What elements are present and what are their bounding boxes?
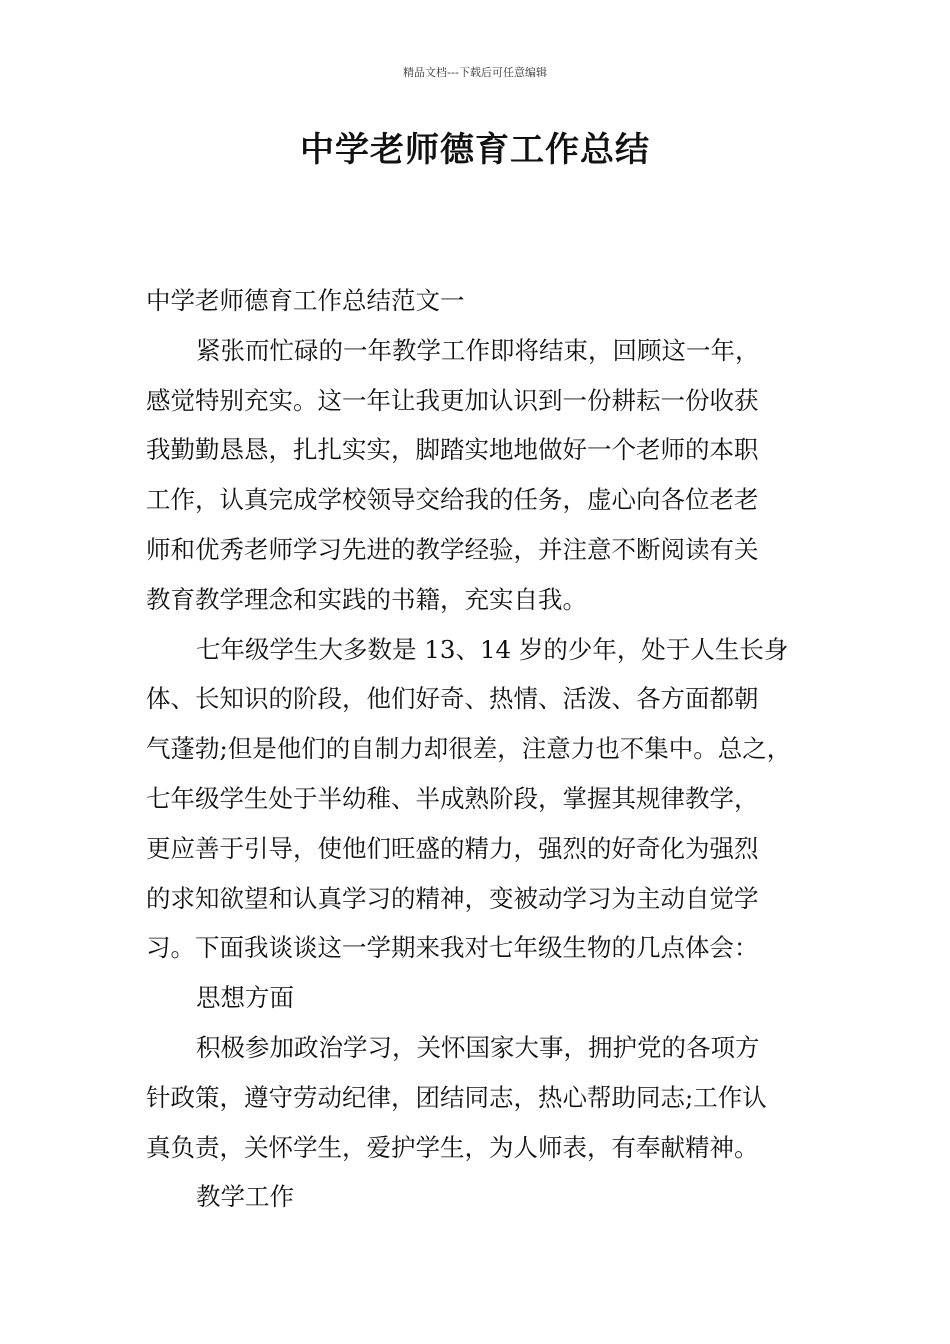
section-heading: 中学老师德育工作总结范文一 — [146, 286, 465, 315]
paragraph-line: 体、长知识的阶段，他们好奇、热情、活泼、各方面都朝 — [146, 684, 759, 714]
subsection-heading: 教学工作 — [196, 1182, 294, 1212]
paragraph-line: 更应善于引导，使他们旺盛的精力，强烈的好奇化为强烈 — [146, 833, 759, 863]
subsection-heading: 思想方面 — [196, 983, 294, 1013]
paragraph-line: 习。下面我谈谈这一学期来我对七年级生物的几点体会： — [146, 933, 759, 963]
paragraph-line: 工作，认真完成学校领导交给我的任务，虚心向各位老老 — [146, 485, 759, 515]
paragraph-line: 针政策，遵守劳动纪律，团结同志，热心帮助同志;工作认 — [146, 1082, 767, 1112]
header-note: 精品文档---下载后可任意编辑 — [403, 66, 547, 79]
paragraph-line: 师和优秀老师学习先进的教学经验，并注意不断阅读有关 — [146, 534, 759, 564]
paragraph-line: 气蓬勃;但是他们的自制力却很差，注意力也不集中。总之， — [146, 734, 792, 764]
paragraph-line: 教育教学理念和实践的书籍，充实自我。 — [146, 584, 587, 614]
paragraph-line: 真负责，关怀学生，爱护学生，为人师表，有奉献精神。 — [146, 1132, 759, 1162]
paragraph-line: 感觉特别充实。这一年让我更加认识到一份耕耘一份收获 — [146, 385, 759, 415]
document-title: 中学老师德育工作总结 — [300, 130, 650, 170]
paragraph-line: 紧张而忙碌的一年教学工作即将结束，回顾这一年， — [196, 335, 760, 365]
paragraph-line: 七年级学生处于半幼稚、半成熟阶段，掌握其规律教学， — [146, 783, 759, 813]
document-body — [146, 276, 826, 1222]
paragraph-line: 的求知欲望和认真学习的精神，变被动学习为主动自觉学 — [146, 883, 759, 913]
paragraph-line: 积极参加政治学习，关怀国家大事，拥护党的各项方 — [196, 1032, 760, 1062]
paragraph-line: 七年级学生大多数是 13、14 岁的少年，处于人生长身 — [196, 634, 789, 664]
paragraph-line: 我勤勤恳恳，扎扎实实，脚踏实地地做好一个老师的本职 — [146, 435, 759, 465]
